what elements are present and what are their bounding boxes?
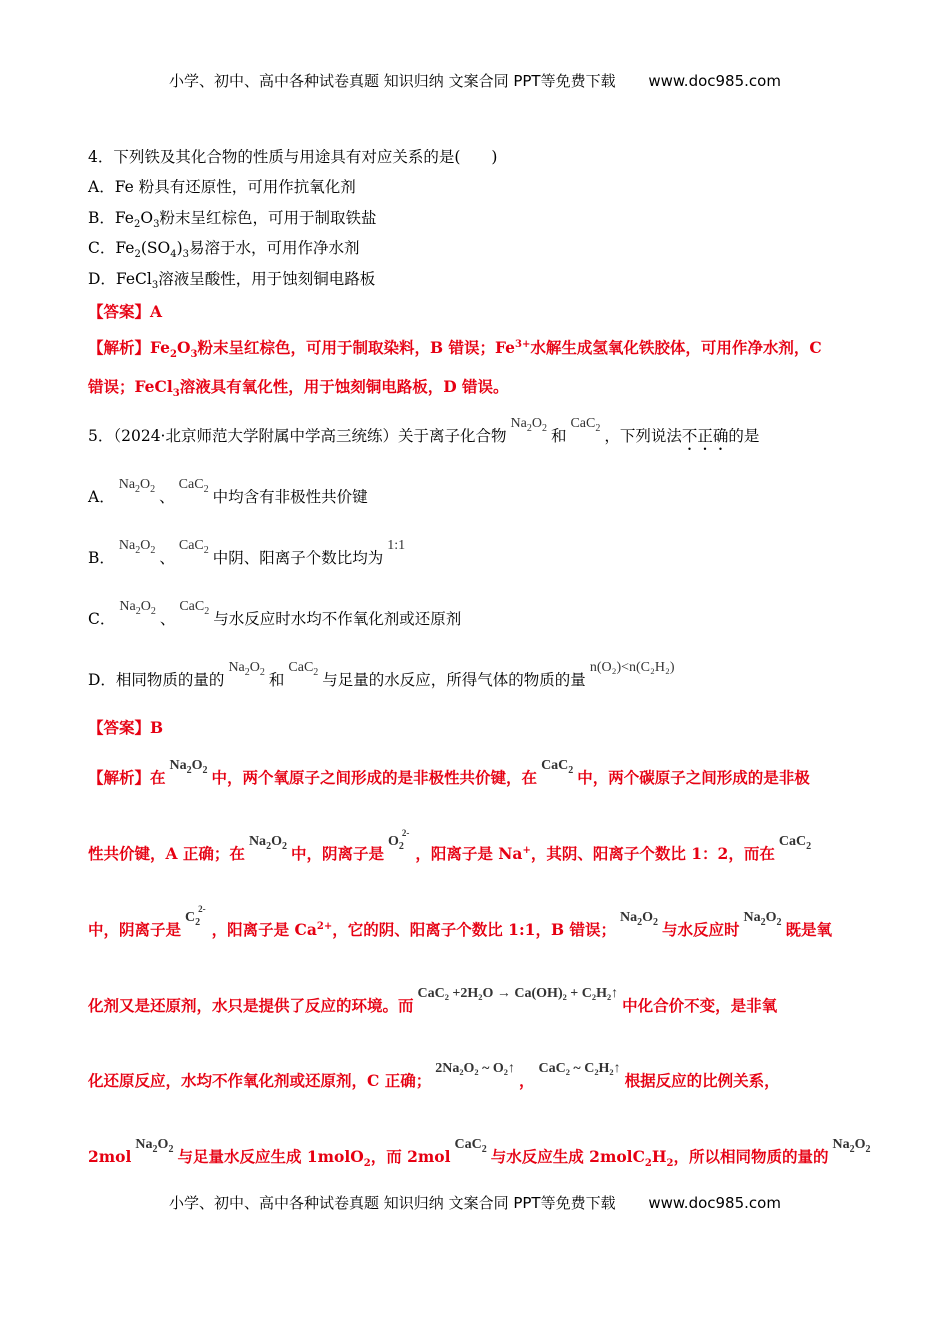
text: 2: [168, 1144, 174, 1155]
text: ，它的阴、阳离子个数比 1:1，B 错误；: [332, 920, 616, 939]
text: D．相同物质的量的: [88, 671, 225, 689]
formula-cac2: [179, 599, 210, 617]
text: Na: [619, 910, 638, 925]
text: Na: [118, 538, 136, 553]
text: 中阴、阳离子个数比均为: [212, 549, 384, 567]
text: 与水反应时: [661, 920, 740, 939]
text: 2: [266, 841, 272, 852]
text: O: [177, 338, 191, 357]
text: 2: [259, 667, 265, 678]
text: 与水反应生成 2molC: [490, 1147, 645, 1166]
text: 粉末呈红棕色，可用于制取染料，B 错误；Fe: [197, 338, 516, 357]
text: Na: [119, 599, 136, 614]
text: A．: [88, 488, 115, 506]
q5-option-d: [88, 660, 679, 690]
text: CaC: [541, 758, 569, 773]
text: Na: [169, 758, 187, 773]
text: 2: [806, 841, 812, 852]
formula-cac2: [778, 834, 812, 852]
q5-explanation-line2: [88, 828, 815, 864]
q4-explanation-line1: [88, 336, 822, 360]
ratio-equation-2: CaC₂ ~ C₂H₂↑: [538, 1061, 621, 1076]
formula-cac2: [454, 1137, 487, 1155]
text: 2-: [198, 904, 206, 914]
text: 溶液具有氧化性，用于蚀刻铜电路板，D 错误。: [179, 377, 509, 396]
q4-option-c: [88, 236, 360, 260]
text: 中，阴离子是: [290, 844, 384, 863]
formula-na2o2: [228, 660, 265, 678]
text: 根据反应的比例关系，: [624, 1071, 780, 1090]
text: O: [387, 834, 399, 849]
text: 在: [150, 768, 166, 787]
text: 2: [776, 917, 782, 928]
text: 4: [170, 249, 177, 261]
text: 2: [150, 545, 156, 556]
q5-explanation-line6: [88, 1137, 875, 1170]
text: O: [271, 834, 282, 849]
text: Na: [832, 1137, 850, 1152]
q4-option-a: A．Fe 粉具有还原性，可用作抗氧化剂: [88, 178, 356, 196]
text: 2: [195, 917, 201, 928]
text: 与水反应时水均不作氧化剂或还原剂: [213, 610, 462, 628]
formula-peroxide-ion: [387, 828, 411, 852]
formula-na2o2: [119, 599, 156, 617]
formula-na2o2: [743, 910, 782, 928]
formula-na2o2: [248, 834, 287, 852]
q5-explanation-line5: [88, 1061, 780, 1091]
q5-option-a: [88, 477, 368, 507]
text: 2: [150, 606, 156, 617]
footer-url[interactable]: www.doc985.com: [648, 1194, 781, 1212]
text: 2: [170, 349, 178, 361]
text: CaC: [178, 538, 204, 553]
text: B．: [88, 549, 115, 567]
reaction-equation: CaC₂ +2H₂O → Ca(OH)₂ + C₂H₂↑: [417, 986, 619, 1001]
text: 2: [313, 667, 319, 678]
text: 2: [526, 423, 532, 434]
text: 3: [172, 388, 180, 400]
text: O: [140, 209, 154, 227]
formula-na2o2: [135, 1137, 174, 1155]
q4-option-d: [88, 267, 375, 291]
comparison-formula: n(O₂)<n(C₂H₂): [589, 660, 675, 675]
text: 2: [637, 917, 643, 928]
emphasis-text: 不正确: [681, 427, 729, 445]
text: (SO: [140, 239, 171, 257]
page-header: [0, 70, 950, 91]
text: CaC: [454, 1137, 482, 1152]
text: 2: [541, 423, 547, 434]
text: C．Fe: [88, 239, 135, 257]
ratio-equation-1: 2Na₂O₂ ~ O₂↑: [435, 1061, 515, 1076]
text: 3: [182, 249, 190, 261]
text: 3: [151, 280, 159, 292]
text: 2: [481, 1144, 487, 1155]
q5-answer: 【答案】B: [88, 718, 164, 737]
text: 3: [190, 349, 198, 361]
text: B．Fe: [88, 209, 134, 227]
formula-carbide-ion: [185, 904, 208, 928]
text: 性共价键，A 正确；在: [88, 844, 245, 863]
text: 2: [135, 484, 141, 495]
text: O: [765, 910, 777, 925]
text: ，所以相同物质的量的: [673, 1147, 829, 1166]
text: 与足量的水反应，所得气体的物质的量: [322, 671, 586, 689]
formula-cac2: [288, 660, 319, 678]
text: 2: [133, 219, 141, 231]
text: 错误；FeCl: [88, 377, 173, 396]
text: 2: [186, 765, 192, 776]
header-text: 小学、初中、高中各种试卷真题 知识归纳 文案合同 PPT等免费下载: [169, 72, 616, 90]
text: O: [140, 477, 151, 492]
formula-cac2: [541, 758, 574, 776]
text: 2-: [401, 828, 410, 838]
text: O: [249, 660, 260, 675]
text: 2: [134, 249, 141, 261]
text: O: [157, 1137, 169, 1152]
text: 和: [550, 427, 567, 445]
text: 2: [363, 1158, 371, 1170]
text: 与足量水反应生成 1molO: [177, 1147, 364, 1166]
q4-option-b: [88, 206, 376, 230]
text: 2: [760, 917, 766, 928]
text: Na: [228, 660, 245, 675]
text: 2: [150, 484, 156, 495]
text: 2: [865, 1144, 871, 1155]
page-footer: [0, 1192, 950, 1213]
text: 2: [568, 765, 574, 776]
text: 2: [666, 1158, 674, 1170]
text: ，其阴、阳离子个数比 1：2，而在: [530, 844, 775, 863]
header-url[interactable]: www.doc985.com: [648, 72, 781, 90]
text: 2: [204, 606, 210, 617]
text: CaC: [178, 477, 204, 492]
text: 、: [159, 488, 175, 506]
text: 的是: [728, 427, 760, 445]
text: 2: [595, 423, 601, 434]
text: 既是氧: [785, 920, 833, 939]
text: 2+: [316, 920, 333, 932]
formula-cac2: [570, 416, 601, 434]
text: 中均含有非极性共价键: [212, 488, 368, 506]
footer-text: 小学、初中、高中各种试卷真题 知识归纳 文案合同 PPT等免费下载: [169, 1194, 616, 1212]
text: Fe: [150, 338, 171, 357]
text: 、: [159, 610, 176, 628]
text: 2: [135, 545, 141, 556]
text: O: [140, 538, 151, 553]
text: 中，两个氧原子之间形成的是非极性共价键，在: [211, 768, 538, 787]
text: ，阳离子是 Na: [415, 844, 523, 863]
q4-answer: 【答案】A: [88, 302, 163, 321]
formula-na2o2: [832, 1137, 871, 1155]
text: CaC: [288, 660, 314, 675]
text: 2: [203, 545, 209, 556]
text: 【解析】: [88, 768, 151, 787]
text: 2: [652, 917, 658, 928]
text: O: [854, 1137, 866, 1152]
formula-cac2: [178, 477, 209, 495]
formula-na2o2: [169, 758, 208, 776]
text: C: [185, 910, 196, 925]
text: 中化合价不变，是非氧: [622, 996, 778, 1015]
text: 中，阴离子是: [88, 920, 182, 939]
text: H: [651, 1147, 667, 1166]
text: O: [642, 910, 653, 925]
text: 2: [398, 841, 404, 852]
q5-option-c: [88, 599, 462, 629]
q4-explanation-line2: [88, 375, 509, 399]
q4-stem: 4．下列铁及其化合物的性质与用途具有对应关系的是( ): [88, 148, 498, 166]
text: 3: [153, 219, 160, 231]
text: CaC: [778, 834, 807, 849]
text: 2: [644, 1158, 652, 1170]
text: ，阳离子是 Ca: [211, 920, 317, 939]
text: 2: [152, 1144, 158, 1155]
text: Na: [118, 477, 136, 492]
text: 2: [202, 765, 208, 776]
text: ): [176, 239, 183, 257]
formula-na2o2: [118, 538, 156, 556]
text: 和: [268, 671, 285, 689]
ratio-formula: 1:1: [387, 538, 406, 553]
text: 粉末呈红棕色，可用于制取铁盐: [159, 209, 377, 227]
q5-explanation-line1: [88, 758, 810, 788]
text: O: [140, 599, 151, 614]
text: 、: [159, 549, 175, 567]
text: CaC: [179, 599, 205, 614]
text: 2: [135, 606, 141, 617]
formula-cac2: [178, 538, 209, 556]
text: Na: [510, 416, 527, 431]
text: Na: [135, 1137, 153, 1152]
formula-na2o2: [118, 477, 156, 495]
text: 溶液呈酸性，用于蚀刻铜电路板: [158, 270, 376, 288]
q5-explanation-line4: [88, 986, 778, 1016]
text: 2: [203, 484, 209, 495]
text: O: [191, 758, 203, 773]
text: Na: [248, 834, 267, 849]
q5-explanation-line3: [88, 904, 833, 940]
formula-na2o2: [619, 910, 658, 928]
text: Na: [743, 910, 761, 925]
text: 3+: [515, 338, 531, 350]
text: 2: [281, 841, 287, 852]
text: O: [531, 416, 542, 431]
text: CaC: [570, 416, 596, 431]
text: ，而 2mol: [370, 1147, 451, 1166]
text: 2: [244, 667, 250, 678]
text: D．FeCl: [88, 270, 152, 288]
text: 2mol: [88, 1147, 132, 1166]
text: 2: [849, 1144, 855, 1155]
text: 化剂又是还原剂，水只是提供了反应的环境。而: [88, 996, 414, 1015]
text: 易溶于水，可用作净水剂: [189, 239, 360, 257]
text: C．: [88, 610, 116, 628]
text: +: [522, 844, 531, 856]
q5-option-b: [88, 538, 409, 568]
text: 中，两个碳原子之间形成的是非极: [577, 768, 810, 787]
text: 5．（2024·北京师范大学附属中学高三统练）关于离子化合物: [88, 427, 507, 445]
text: 水解生成氢氧化铁胶体，可用作净水剂，C: [530, 338, 822, 357]
q5-stem: [88, 416, 760, 454]
text: ，下列说法: [604, 427, 682, 445]
text: 化还原反应，水均不作氧化剂或还原剂，C 正确；: [88, 1071, 432, 1090]
text: ，: [519, 1071, 535, 1090]
formula-na2o2: [510, 416, 547, 434]
text: 【解析】: [88, 338, 151, 357]
